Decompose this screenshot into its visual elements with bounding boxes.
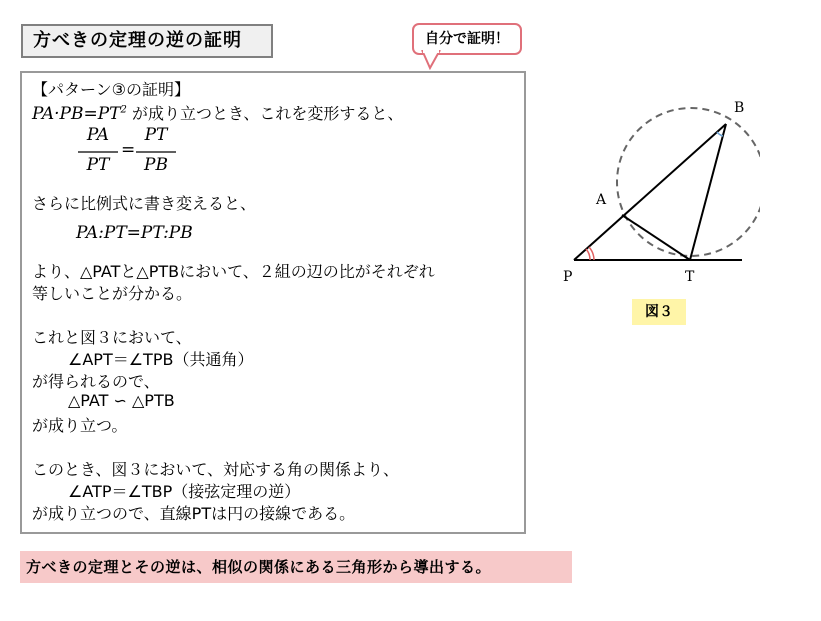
ratio-intro: さらに比例式に書き変えると、 (32, 194, 257, 213)
segment-bt (690, 124, 726, 260)
equation-exponent: 2 (120, 104, 127, 116)
holds-text: が成り立つ。 (32, 416, 128, 435)
page-title: 方べきの定理の逆の証明 (21, 24, 273, 58)
fraction-right-bar (136, 151, 176, 153)
proof-heading: 【パターン③の証明】 (32, 80, 191, 99)
equation-line (32, 101, 403, 124)
fraction-left-bar (78, 151, 118, 153)
equation-math: PA·PB=PT (32, 104, 121, 124)
segment-at (622, 215, 690, 260)
figure-3-diagram (560, 90, 760, 290)
point-label-b: B (734, 100, 745, 116)
equation-text: が成り立つとき、これを変形すると、 (126, 104, 404, 123)
obtained-text: が得られるので、 (32, 372, 160, 391)
conclusion-text: が成り立つので、直線PTは円の接線である。 (32, 504, 356, 523)
speech-bubble-tail (418, 50, 448, 70)
angle-tangent: ∠ATP＝∠TBP（接弦定理の逆） (68, 482, 301, 501)
point-label-p: P (563, 269, 573, 285)
similar-relation: △PAT ∽ △PTB (68, 391, 175, 410)
figure-ref-1: これと図３において、 (32, 328, 192, 347)
fraction-right-denominator: PB (144, 155, 168, 175)
ratio-equation: PA:PT=PT:PB (76, 223, 193, 243)
figure-ref-2: このとき、図３において、対応する角の関係より、 (32, 460, 400, 479)
proof-box (20, 71, 526, 534)
point-label-a: A (596, 192, 607, 208)
figure-caption: 図３ (632, 299, 686, 325)
speech-bubble: 自分で証明！ (412, 23, 522, 55)
fraction-right-numerator: PT (144, 125, 168, 145)
fraction-equals: = (121, 140, 136, 160)
point-label-t: T (685, 269, 695, 285)
fraction-left-numerator: PA (86, 125, 110, 145)
similar-text-2: 等しいことが分かる。 (32, 284, 193, 303)
fraction-left-denominator: PT (86, 155, 110, 175)
summary-banner: 方べきの定理とその逆は、相似の関係にある三角形から導出する。 (20, 551, 572, 583)
angle-mark-p-inner (586, 249, 590, 260)
similar-text-1: より、△PATと△PTBにおいて、２組の辺の比がそれぞれ (32, 262, 435, 281)
angle-mark-b (717, 132, 723, 136)
angle-common: ∠APT＝∠TPB（共通角） (68, 350, 254, 369)
dashed-circle (617, 108, 760, 256)
